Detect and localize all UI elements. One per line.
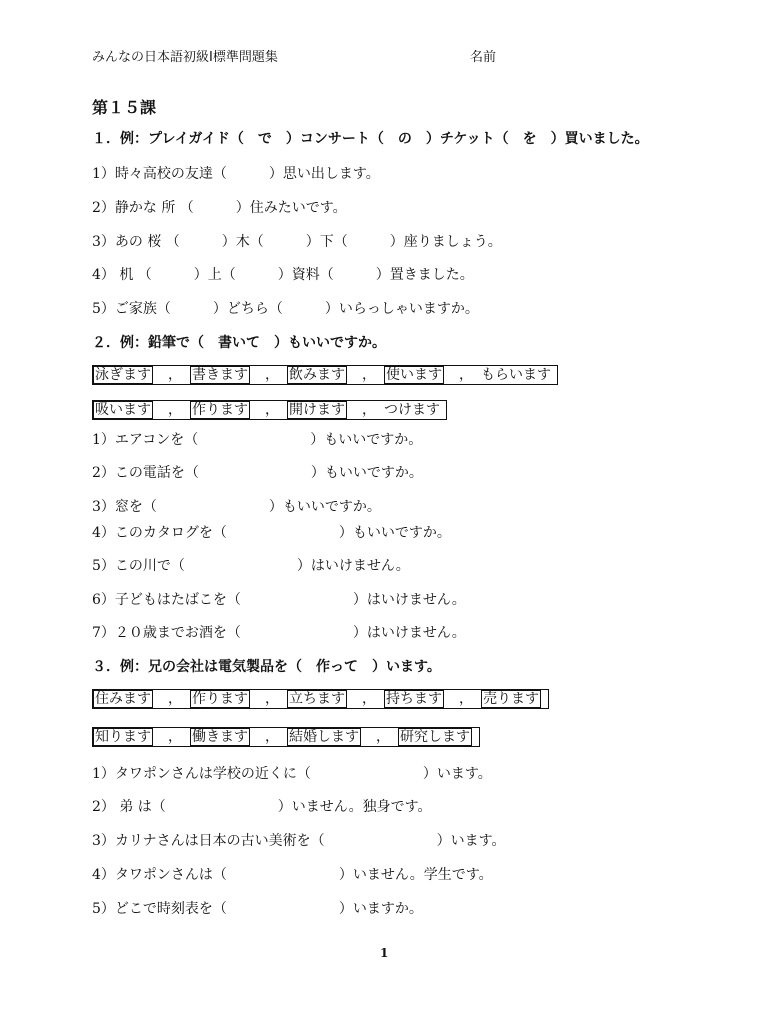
name-label: 名前 <box>470 50 497 65</box>
choice: 泳ぎます <box>95 367 151 383</box>
choice: 使います <box>386 367 442 383</box>
section1-example: １．例：プレイガイド（ で ）コンサート（ の ）チケット（ を ）買いました。 <box>92 131 649 147</box>
section3-choices-row1: 住みます ， 作ります ， 立ちます ， 持ちます ， 売ります <box>92 689 549 709</box>
choice: 持ちます <box>386 691 442 707</box>
section2-item-6: 6）子どもはたばこを（ ）はいけません。 <box>92 592 466 608</box>
choice: 住みます <box>95 691 151 707</box>
choice: 吸います <box>95 402 151 418</box>
choice: 知ります <box>95 729 151 745</box>
choice: 書きます <box>192 367 248 383</box>
section3-choices-row2: 知ります ， 働きます ， 結婚します ， 研究します <box>92 727 480 747</box>
choice: 売ります <box>483 691 539 707</box>
section3-item-5: 5）どこで時刻表を（ ）いますか。 <box>92 901 423 917</box>
section1-item-2: 2）静かな 所 （ ）住みたいです。 <box>92 200 347 216</box>
choice: 作ります <box>192 402 248 418</box>
choice: 飲みます <box>289 367 345 383</box>
section2-item-4: 4）このカタログを（ ）もいいですか。 <box>92 525 451 541</box>
section2-choices-row2: 吸います ， 作ります ， 開けます ， つけます <box>92 400 447 420</box>
book-title: みんなの日本語初級Ⅰ標準問題集 <box>92 50 278 65</box>
page-number: 1 <box>380 946 389 960</box>
section2-item-7: 7）２０歳までお酒を（ ）はいけません。 <box>92 625 466 641</box>
choice: もらいます <box>481 367 551 383</box>
section3-item-1: 1）タワポンさんは学校の近くに（ ）います。 <box>92 766 492 782</box>
choice: 研究します <box>400 729 470 745</box>
choice: つけます <box>384 402 440 418</box>
section1-item-5: 5）ご家族（ ）どちら（ ）いらっしゃいますか。 <box>92 301 479 317</box>
section3-item-2: 2） 弟 は（ ）いません。独身です。 <box>92 799 432 815</box>
section3-item-3: 3）カリナさんは日本の古い美術を（ ）います。 <box>92 833 506 849</box>
section1-item-4: 4） 机 （ ）上（ ）資料（ ）置きました。 <box>92 267 474 283</box>
section2-choices-row1: 泳ぎます ， 書きます ， 飲みます ， 使います ， もらいます <box>92 365 558 385</box>
section2-item-1: 1）エアコンを（ ）もいいですか。 <box>92 432 423 448</box>
section2-example: ２．例：鉛筆で（ 書いて ）もいいですか。 <box>92 335 386 351</box>
lesson-title: 第１５課 <box>92 98 157 117</box>
choice: 立ちます <box>289 691 345 707</box>
choice: 作ります <box>192 691 248 707</box>
section3-item-4: 4）タワポンさんは（ ）いません。学生です。 <box>92 867 493 883</box>
section2-item-2: 2）この電話を（ ）もいいですか。 <box>92 465 423 481</box>
section2-item-5: 5）この川で（ ）はいけません。 <box>92 558 410 574</box>
section1-item-3: 3）あの 桜 （ ）木（ ）下（ ）座りましょう。 <box>92 234 502 250</box>
section1-item-1: 1）時々高校の友達（ ）思い出します。 <box>92 166 380 182</box>
section3-example: ３．例：兄の会社は電気製品を（ 作って ）います。 <box>92 659 441 675</box>
section2-item-3: 3）窓を（ ）もいいですか。 <box>92 499 381 515</box>
choice: 働きます <box>192 729 248 745</box>
choice: 結婚します <box>289 729 359 745</box>
choice: 開けます <box>289 402 345 418</box>
